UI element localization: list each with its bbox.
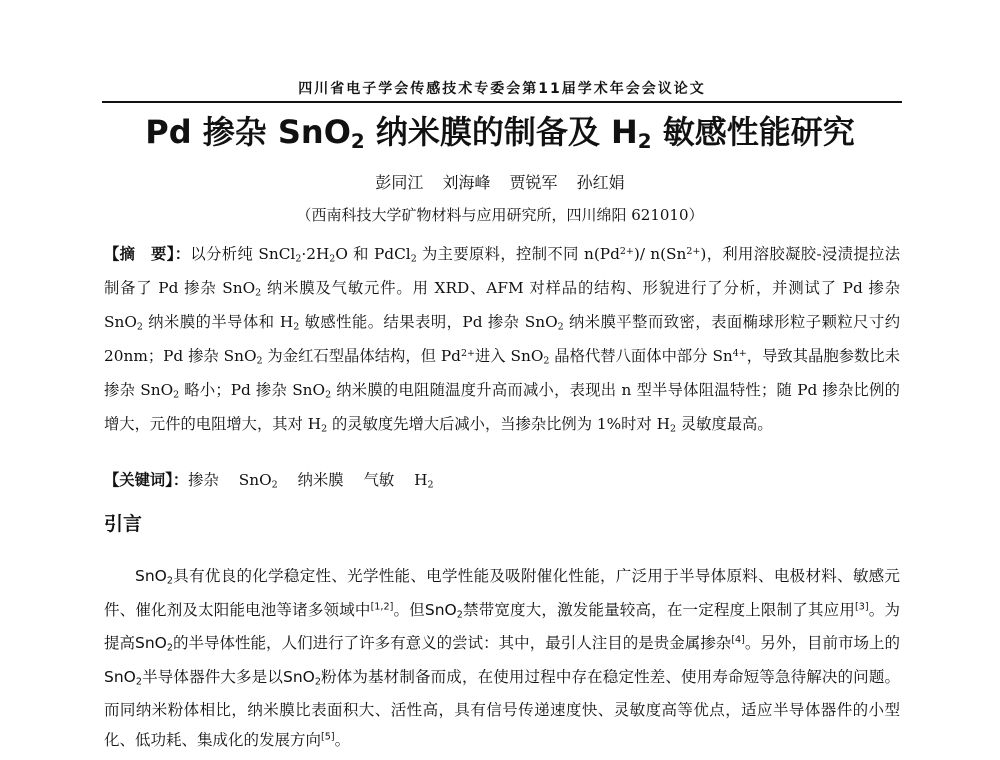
body-text: 。	[334, 730, 351, 749]
citation: [1,2]	[370, 601, 394, 613]
author-list: 彭同江 刘海峰 贾锐军 孙红娟	[375, 173, 625, 192]
abstract-text: )/ n(Sn	[633, 245, 687, 263]
abstract-text: 敏感性能。结果表明，Pd 掺杂 SnO	[299, 312, 558, 331]
title-part: 纳米膜的制备及 H	[364, 113, 638, 151]
section-heading: 引言	[104, 513, 143, 535]
superscript: 4+	[732, 347, 747, 359]
title-subscript: 2	[350, 129, 365, 153]
keyword-item: 气敏	[363, 471, 395, 489]
keyword-item	[414, 471, 433, 489]
abstract-text: 为金红石型晶体结构，但 Pd	[262, 346, 461, 365]
subscript: 2	[669, 423, 676, 435]
abstract	[104, 240, 900, 444]
abstract-text: 略小；Pd 掺杂 SnO	[179, 380, 326, 399]
subscript: 2	[293, 321, 300, 333]
abstract-text: 为主要原料，控制不同 n(Pd	[416, 245, 620, 263]
subscript: 2	[321, 423, 328, 435]
body-text: SnO	[135, 567, 167, 585]
paragraph	[104, 562, 900, 755]
subscript: 2	[329, 253, 336, 265]
title-part: 敏感性能研究	[651, 113, 855, 151]
header-text: 四川省电子学会传感技术专委会第11届学术年会会议论文	[298, 81, 706, 97]
abstract-text: )，利用溶胶凝胶-浸渍提拉法制备了 Pd 掺杂 SnO	[104, 245, 901, 297]
subscript: 2	[427, 479, 434, 491]
body-text: 。但SnO	[393, 600, 457, 619]
subscript: 2	[136, 321, 143, 333]
subscript: 2	[135, 676, 142, 688]
body-text: 。为提高SnO	[104, 600, 900, 653]
subscript: 2	[271, 479, 278, 491]
keyword-text: SnO	[238, 471, 272, 489]
citation: [3]	[855, 601, 869, 613]
subscript: 2	[256, 355, 263, 367]
abstract-text: 纳米膜的半导体和 H	[142, 312, 294, 331]
subscript: 2	[410, 253, 417, 265]
subscript: 2	[325, 389, 332, 401]
abstract-text: 晶格代替八面体中部分 Sn	[549, 346, 733, 365]
keyword-text: H	[414, 471, 428, 489]
abstract-label: 【摘 要】：	[104, 245, 191, 263]
body-text: 的半导体性能，人们进行了许多有意义的尝试：其中，最引人注目的是贵金属掺杂	[173, 634, 732, 653]
title-part: Pd 掺杂 SnO	[145, 113, 351, 151]
superscript: 2+	[460, 347, 475, 359]
subscript: 2	[314, 676, 321, 688]
keyword-item	[239, 471, 278, 489]
abstract-text: 纳米膜的电阻随温度升高而减小，表现出 n 型半导体阻温特性；随 Pd 掺杂比例的增大，元件的电阻增大，其对 H	[104, 380, 900, 433]
subscript: 2	[557, 321, 564, 333]
superscript: 2+	[686, 245, 701, 257]
subscript: 2	[295, 253, 302, 265]
body-text: 粉体为基材制备而成，在使用过程中存在稳定性差、使用寿命短等急待解决的问题。而同纳米粉体相比，纳米膜比表面积大、活性高，具有信号传递速度快、灵敏度高等优点，适应半导体器件的小型化、低功耗、集成化的发展方向	[104, 667, 900, 749]
subscript: 2	[166, 642, 173, 654]
abstract-text: 灵敏度最高。	[675, 414, 773, 433]
keywords	[104, 466, 900, 499]
abstract-text: ·2H	[301, 245, 330, 263]
abstract-text: 进入 SnO	[474, 346, 544, 365]
superscript: 2+	[619, 245, 634, 257]
keyword-item: 掺杂	[188, 471, 219, 489]
subscript: 2	[543, 355, 550, 367]
body-text: 。另外，目前市场上的SnO	[104, 634, 900, 686]
title-subscript: 2	[637, 129, 652, 153]
citation: [4]	[731, 634, 745, 646]
subscript: 2	[173, 389, 180, 401]
running-header	[102, 79, 902, 103]
citation: [5]	[321, 731, 335, 743]
subscript: 2	[166, 575, 173, 587]
abstract-text: 纳米膜平整而致密，表面椭球形粒子颗粒尺寸约 20nm；Pd 掺杂 SnO	[104, 312, 900, 365]
affiliation: （西南科技大学矿物材料与应用研究所，四川绵阳 621010）	[296, 206, 704, 224]
abstract-text: 纳米膜及气敏元件。用 XRD、AFM 对样品的结构、形貌进行了分析，并测试了 Pd 掺杂 SnO	[104, 278, 900, 331]
abstract-text: ，导致其晶胞参数比未掺杂 SnO	[104, 346, 900, 399]
keyword-item: 纳米膜	[297, 471, 344, 489]
subscript: 2	[255, 287, 262, 299]
subscript: 2	[456, 608, 463, 620]
intro-paragraph	[104, 562, 900, 755]
body-text: 具有优良的化学稳定性、光学性能、电学性能及吸附催化性能，广泛用于半导体原料、电极材料、敏感元件、催化剂及太阳能电池等诸多领域中	[104, 567, 900, 619]
abstract-text: 的灵敏度先增大后减小，当掺杂比例为 1%时对 H	[327, 414, 670, 433]
paper-title	[60, 110, 940, 164]
keywords-label: 【关键词】：	[104, 471, 189, 489]
abstract-text: O 和 PdCl	[335, 245, 411, 263]
body-text: 半导体器件大多是以SnO	[141, 667, 315, 686]
body-text: 禁带宽度大，激发能量较高，在一定程度上限制了其应用	[462, 600, 856, 619]
abstract-text: 以分析纯 SnCl	[190, 245, 296, 263]
